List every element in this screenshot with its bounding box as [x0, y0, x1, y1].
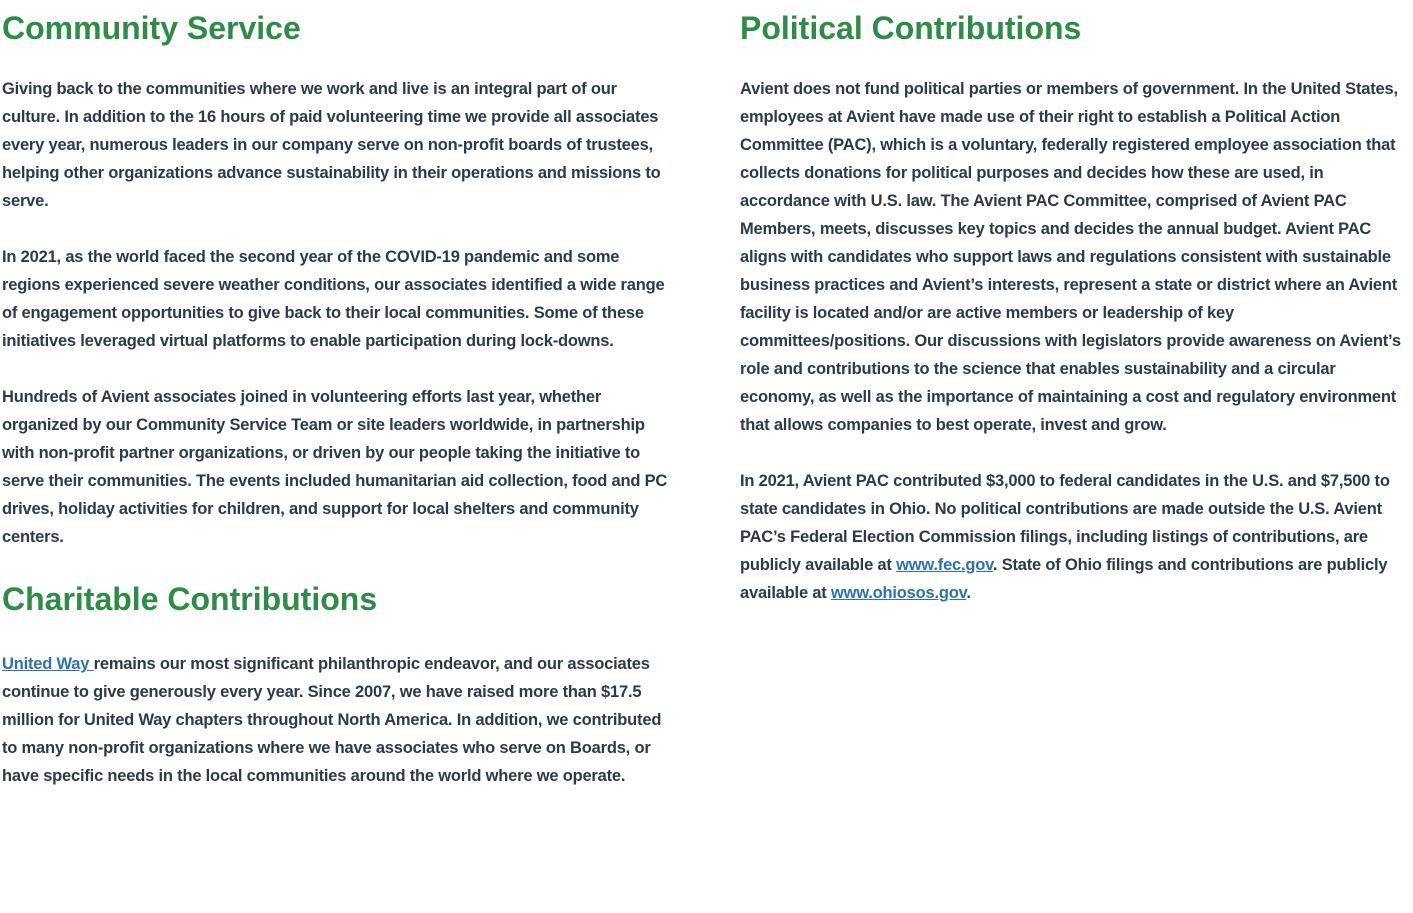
left-column	[2, 8, 678, 818]
community-service-paragraph-2: In 2021, as the world faced the second year of the COVID-19 pandemic and some regions experienced severe weather conditions, our associates identified a wide range of engagement opportunities to give back to their local communities. Some of these initiatives leveraged virtual platforms to enable participation during lock-downs.	[2, 248, 665, 350]
charitable-contributions-heading: Charitable Contributions	[2, 581, 378, 617]
political-contributions-paragraph-2	[740, 467, 1404, 607]
ohiosos-gov-link[interactable]: www.ohiosos.gov	[830, 584, 967, 602]
pac-filings-text-after-ohio: .	[966, 584, 971, 602]
charitable-paragraph-text: remains our most significant philanthropic endeavor, and our associates continue to give generously every year. Since 2007, we have raised more than $17.5 million for United Way chapters throughout North America. In addition, we contributed to many non-profit organizations where we have associates who serve on Boards, or have specific needs in the local communities around the world where we operate.	[2, 655, 662, 785]
political-contributions-paragraph-1: Avient does not fund political parties or members of government. In the United States, employees at Avient have made use of their right to establish a Political Action Committee (PAC), which is a voluntary, federally registered employee association that collects donations for political purposes and decides how these are used, in accordance with U.S. law. The Avient PAC Committee, comprised of Avient PAC Members, meets, discusses key topics and decides the annual budget. Avient PAC aligns with candidates who support laws and regulations consistent with sustainable business practices and Avient’s interests, represent a state or district where an Avient facility is located and/or are active members or leadership of key committees/positions. Our discussions with legislators provide awareness on Avient’s role and contributions to the science that enables sustainability and a circular economy, as well as the importance of maintaining a cost and regulatory environment that allows companies to best operate, invest and grow.	[740, 80, 1401, 434]
community-service-heading: Community Service	[2, 10, 301, 46]
pac-filings-text-before-fec: In 2021, Avient PAC contributed $3,000 to federal candidates in the U.S. and $7,500 to state candidates in Ohio. No political contributions are made outside the U.S. Avient PAC’s Federal Election Commission filings, including listings of contributions, are publicly available at	[740, 472, 1390, 574]
right-column	[740, 8, 1404, 818]
pac-filings-text-between-links: . State of Ohio filings and contributions are publicly available at	[740, 556, 1388, 602]
united-way-link[interactable]: United Way	[2, 655, 94, 673]
political-contributions-heading: Political Contributions	[740, 10, 1082, 46]
community-service-paragraph-3: Hundreds of Avient associates joined in volunteering efforts last year, whether organized by our Community Service Team or site leaders worldwide, in partnership with non-profit partner organizations, or driven by our people taking the initiative to serve their communities. The events included humanitarian aid collection, food and PC drives, holiday activities for children, and support for local shelters and community centers.	[2, 388, 668, 546]
community-service-paragraph-1: Giving back to the communities where we work and live is an integral part of our culture. In addition to the 16 hours of paid volunteering time we provide all associates every year, numerous leaders in our company serve on non-profit boards of trustees, helping other organizations advance sustainability in their operations and missions to serve.	[2, 80, 661, 210]
charitable-contributions-paragraph	[2, 650, 678, 790]
fec-gov-link[interactable]: www.fec.gov	[896, 556, 993, 574]
